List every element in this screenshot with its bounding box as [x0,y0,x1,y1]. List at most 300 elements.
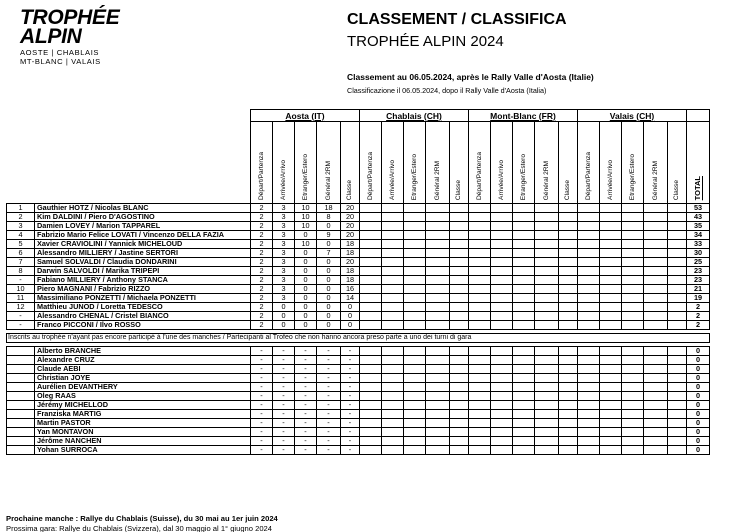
score-cell [578,410,600,419]
score-cell [622,392,644,401]
rank-cell: 7 [7,258,35,267]
score-cell [513,437,535,446]
score-cell: 0 [273,312,295,321]
score-cell [600,374,622,383]
score-cell [404,204,426,213]
score-cell [559,267,578,276]
score-cell [513,392,535,401]
score-cell [644,240,668,249]
score-cell [469,383,491,392]
score-cell [382,240,404,249]
score-cell [600,231,622,240]
score-cell [668,401,687,410]
score-cell: 0 [295,276,317,285]
score-cell [668,347,687,356]
score-cell [469,374,491,383]
score-cell: - [295,410,317,419]
score-cell [578,240,600,249]
group-header-3 [578,110,687,122]
score-cell [513,383,535,392]
score-cell: 20 [341,231,360,240]
score-cell [622,294,644,303]
total-cell: 2 [687,321,710,330]
score-cell [491,446,513,455]
column-header [622,122,644,204]
score-cell: - [317,356,341,365]
score-cell [622,249,644,258]
table-row [7,347,710,356]
rank-cell: 5 [7,240,35,249]
score-cell [578,213,600,222]
score-cell: - [341,419,360,428]
score-cell [404,374,426,383]
score-cell: 3 [273,213,295,222]
score-cell [360,347,382,356]
score-cell [600,392,622,401]
score-cell: - [317,437,341,446]
score-cell [382,303,404,312]
table-row [7,231,710,240]
crew-name: Jérémy MICHELLOD [35,401,251,410]
rank-cell: 6 [7,249,35,258]
crew-name: Gauthier HOTZ / Nicolas BLANC [35,204,251,213]
score-cell [578,267,600,276]
header-spacer-name [35,110,251,122]
score-cell [622,356,644,365]
column-header-row [7,122,710,204]
score-cell [382,437,404,446]
score-cell [600,303,622,312]
score-cell: 3 [273,240,295,249]
score-cell [426,240,450,249]
column-label: Etranger/Estero [519,153,527,200]
score-cell [578,294,600,303]
rank-cell [7,365,35,374]
score-cell: - [341,446,360,455]
score-cell [491,303,513,312]
score-cell [426,419,450,428]
score-cell [600,213,622,222]
score-cell [469,428,491,437]
score-cell [360,213,382,222]
score-cell: 18 [341,276,360,285]
column-header [317,122,341,204]
score-cell [450,347,469,356]
score-cell [513,365,535,374]
score-cell [578,383,600,392]
score-cell [404,321,426,330]
group-header-row [7,110,710,122]
score-cell [491,222,513,231]
score-cell [600,276,622,285]
score-cell: 3 [273,231,295,240]
score-cell [559,303,578,312]
score-cell [360,410,382,419]
score-cell [360,374,382,383]
crew-name: Oleg RAAS [35,392,251,401]
score-cell [668,383,687,392]
score-cell [513,231,535,240]
table-row [7,419,710,428]
score-cell [600,258,622,267]
score-cell [535,446,559,455]
logo-regions-1: AOSTE | CHABLAIS [20,48,100,57]
score-cell [360,294,382,303]
score-cell: - [295,446,317,455]
score-cell [360,428,382,437]
score-cell: 0 [295,249,317,258]
score-cell: - [251,383,273,392]
score-cell [450,446,469,455]
score-cell [668,410,687,419]
score-cell [404,428,426,437]
score-cell [535,213,559,222]
score-cell [450,204,469,213]
score-cell [469,285,491,294]
score-cell: - [251,401,273,410]
table-row [7,321,710,330]
score-cell [513,446,535,455]
score-cell [469,437,491,446]
score-cell: 3 [273,222,295,231]
score-cell: 10 [295,240,317,249]
score-cell: 18 [341,267,360,276]
score-cell: 3 [273,276,295,285]
score-cell: 20 [341,258,360,267]
score-cell [382,267,404,276]
column-header [668,122,687,204]
score-cell [578,428,600,437]
score-cell [450,383,469,392]
score-cell [622,213,644,222]
score-cell [600,267,622,276]
score-cell [559,285,578,294]
total-header-top [687,110,710,122]
score-cell [450,276,469,285]
score-cell [600,356,622,365]
score-cell [382,428,404,437]
score-cell [426,410,450,419]
rank-cell [7,446,35,455]
table-row [7,204,710,213]
column-label: Général 2RM [542,160,550,200]
column-header [341,122,360,204]
score-cell [491,437,513,446]
score-cell [513,374,535,383]
registered-note-row [7,334,710,343]
score-cell [491,285,513,294]
score-cell [450,213,469,222]
score-cell [559,347,578,356]
score-cell [535,258,559,267]
score-cell [535,222,559,231]
score-cell [382,204,404,213]
total-cell: 0 [687,374,710,383]
total-cell: 30 [687,249,710,258]
score-cell [578,249,600,258]
score-cell [491,267,513,276]
column-header [491,122,513,204]
score-cell: - [317,392,341,401]
score-cell: - [295,428,317,437]
score-cell [491,410,513,419]
total-cell: 0 [687,410,710,419]
table-row [7,437,710,446]
score-cell [513,401,535,410]
score-cell: - [295,347,317,356]
rank-cell [7,437,35,446]
score-cell [426,321,450,330]
score-cell [491,428,513,437]
score-cell [578,437,600,446]
score-cell [360,312,382,321]
score-cell [513,222,535,231]
score-cell [382,258,404,267]
score-cell [513,258,535,267]
score-cell: 0 [317,285,341,294]
score-cell: 20 [341,213,360,222]
score-cell [404,312,426,321]
score-cell [644,213,668,222]
score-cell: - [317,383,341,392]
score-cell: - [273,383,295,392]
score-cell [535,347,559,356]
score-cell: - [273,419,295,428]
rank-cell: - [7,321,35,330]
standing-date-it: Classificazione il 06.05.2024, dopo il Rally Valle d'Aosta (Italia) [347,86,547,95]
crew-name: Damien LOVEY / Marion TAPPAREL [35,222,251,231]
score-cell [578,321,600,330]
score-cell [450,392,469,401]
score-cell: - [251,347,273,356]
group-header-0 [251,110,360,122]
score-cell [469,321,491,330]
score-cell [491,231,513,240]
score-cell [644,347,668,356]
score-cell [360,321,382,330]
score-cell: - [341,374,360,383]
score-cell [578,222,600,231]
score-cell [578,374,600,383]
score-cell [426,446,450,455]
column-label: Etranger/Estero [410,153,418,200]
score-cell [450,312,469,321]
score-cell: 0 [295,258,317,267]
table-row [7,276,710,285]
rank-cell [7,410,35,419]
score-cell [491,321,513,330]
total-cell: 0 [687,392,710,401]
total-cell: 2 [687,303,710,312]
score-cell: 3 [273,249,295,258]
score-cell: 2 [251,294,273,303]
rank-cell: 8 [7,267,35,276]
score-cell [600,383,622,392]
score-cell: 10 [295,222,317,231]
score-cell: 0 [317,267,341,276]
score-cell [382,276,404,285]
score-cell [450,294,469,303]
score-cell: 2 [251,249,273,258]
column-header [426,122,450,204]
score-cell [491,347,513,356]
score-cell: 16 [341,285,360,294]
score-cell [559,249,578,258]
rank-cell [7,401,35,410]
score-cell: 14 [341,294,360,303]
score-cell [622,383,644,392]
column-header [559,122,578,204]
group-header-1 [360,110,469,122]
group-label: Chablais (CH) [386,110,442,121]
column-label: Général 2RM [433,160,441,200]
score-cell [535,401,559,410]
score-cell: - [273,347,295,356]
score-cell: 0 [295,285,317,294]
score-cell: - [273,401,295,410]
score-cell [578,231,600,240]
score-cell [668,213,687,222]
score-cell: - [317,401,341,410]
rank-cell: 4 [7,231,35,240]
score-cell: 18 [317,204,341,213]
score-cell [469,294,491,303]
score-cell [644,285,668,294]
next-round-fr: Prochaine manche : Rallye du Chablais (Suisse), du 30 mai au 1er juin 2024 [6,514,278,523]
score-cell [426,347,450,356]
score-cell [491,356,513,365]
group-header-2 [469,110,578,122]
score-cell [491,240,513,249]
score-cell: 0 [295,303,317,312]
total-column-header [687,122,710,204]
score-cell [450,437,469,446]
score-cell: - [341,428,360,437]
score-cell: 3 [273,285,295,294]
score-cell [600,428,622,437]
score-cell: - [341,392,360,401]
score-cell [450,428,469,437]
score-cell: - [295,365,317,374]
score-cell: 0 [273,321,295,330]
score-cell [360,365,382,374]
score-cell [360,437,382,446]
registered-note: Inscrits au trophée n'ayant pas encore participé à l'une des manches / Partecipanti al Trofeo che non hanno ancora preso parte a uno dei turni di gara [7,334,710,343]
score-cell [404,437,426,446]
score-cell [600,365,622,374]
score-cell: 0 [317,312,341,321]
score-cell [668,419,687,428]
score-cell [622,258,644,267]
score-cell [450,365,469,374]
score-cell: 0 [317,321,341,330]
crew-name: Piero MAGNANI / Fabrizio RIZZO [35,285,251,294]
score-cell [513,347,535,356]
total-cell: 23 [687,267,710,276]
score-cell: - [251,392,273,401]
score-cell [644,428,668,437]
score-cell [382,294,404,303]
score-cell [600,249,622,258]
score-cell [644,231,668,240]
score-cell [426,437,450,446]
score-cell: - [273,356,295,365]
col-spacer-rank [7,122,35,204]
score-cell [668,249,687,258]
score-cell [668,428,687,437]
score-cell [622,285,644,294]
crew-name: Fabiano MILLIERY / Anthony STANCA [35,276,251,285]
standing-date-fr: Classement au 06.05.2024, après le Rally Valle d'Aosta (Italie) [347,72,594,82]
total-cell: 2 [687,312,710,321]
score-cell [513,294,535,303]
score-cell [600,446,622,455]
column-header [644,122,668,204]
total-label: TOTAL [693,175,702,200]
score-cell [622,347,644,356]
score-cell [426,392,450,401]
group-label: Aosta (IT) [285,110,325,121]
score-cell [382,383,404,392]
score-cell [382,410,404,419]
column-label: Départ/Partenza [475,151,483,200]
score-cell: 0 [317,276,341,285]
score-cell: 3 [273,294,295,303]
total-cell: 0 [687,347,710,356]
score-cell [404,356,426,365]
score-cell [578,303,600,312]
score-cell [644,303,668,312]
score-cell [559,312,578,321]
rank-cell [7,347,35,356]
table-row [7,258,710,267]
score-cell: - [251,419,273,428]
score-cell [469,267,491,276]
score-cell [469,392,491,401]
crew-name: Fabrizio Mario Felice LOVATI / Vincenzo DELLA FAZIA [35,231,251,240]
table-row [7,303,710,312]
score-cell [360,276,382,285]
trophee-alpin-logo [20,8,130,66]
column-label: Etranger/Estero [301,153,309,200]
score-cell [578,312,600,321]
score-cell: - [273,446,295,455]
score-cell [644,204,668,213]
score-cell [404,267,426,276]
score-cell [622,365,644,374]
score-cell [559,392,578,401]
total-cell: 0 [687,356,710,365]
crew-name: Alessandro CHENAL / Cristel BIANCO [35,312,251,321]
score-cell: - [295,383,317,392]
score-cell [559,231,578,240]
rank-cell: - [7,276,35,285]
page-title: CLASSEMENT / CLASSIFICA [347,11,567,28]
score-cell: 2 [251,312,273,321]
standings-table [6,109,710,455]
score-cell [491,401,513,410]
score-cell [668,276,687,285]
score-cell: 2 [251,204,273,213]
rank-cell: - [7,312,35,321]
score-cell [404,258,426,267]
score-cell [644,383,668,392]
column-header [600,122,622,204]
score-cell [535,249,559,258]
total-cell: 0 [687,401,710,410]
score-cell: - [251,410,273,419]
crew-name: Alexandre CRUZ [35,356,251,365]
